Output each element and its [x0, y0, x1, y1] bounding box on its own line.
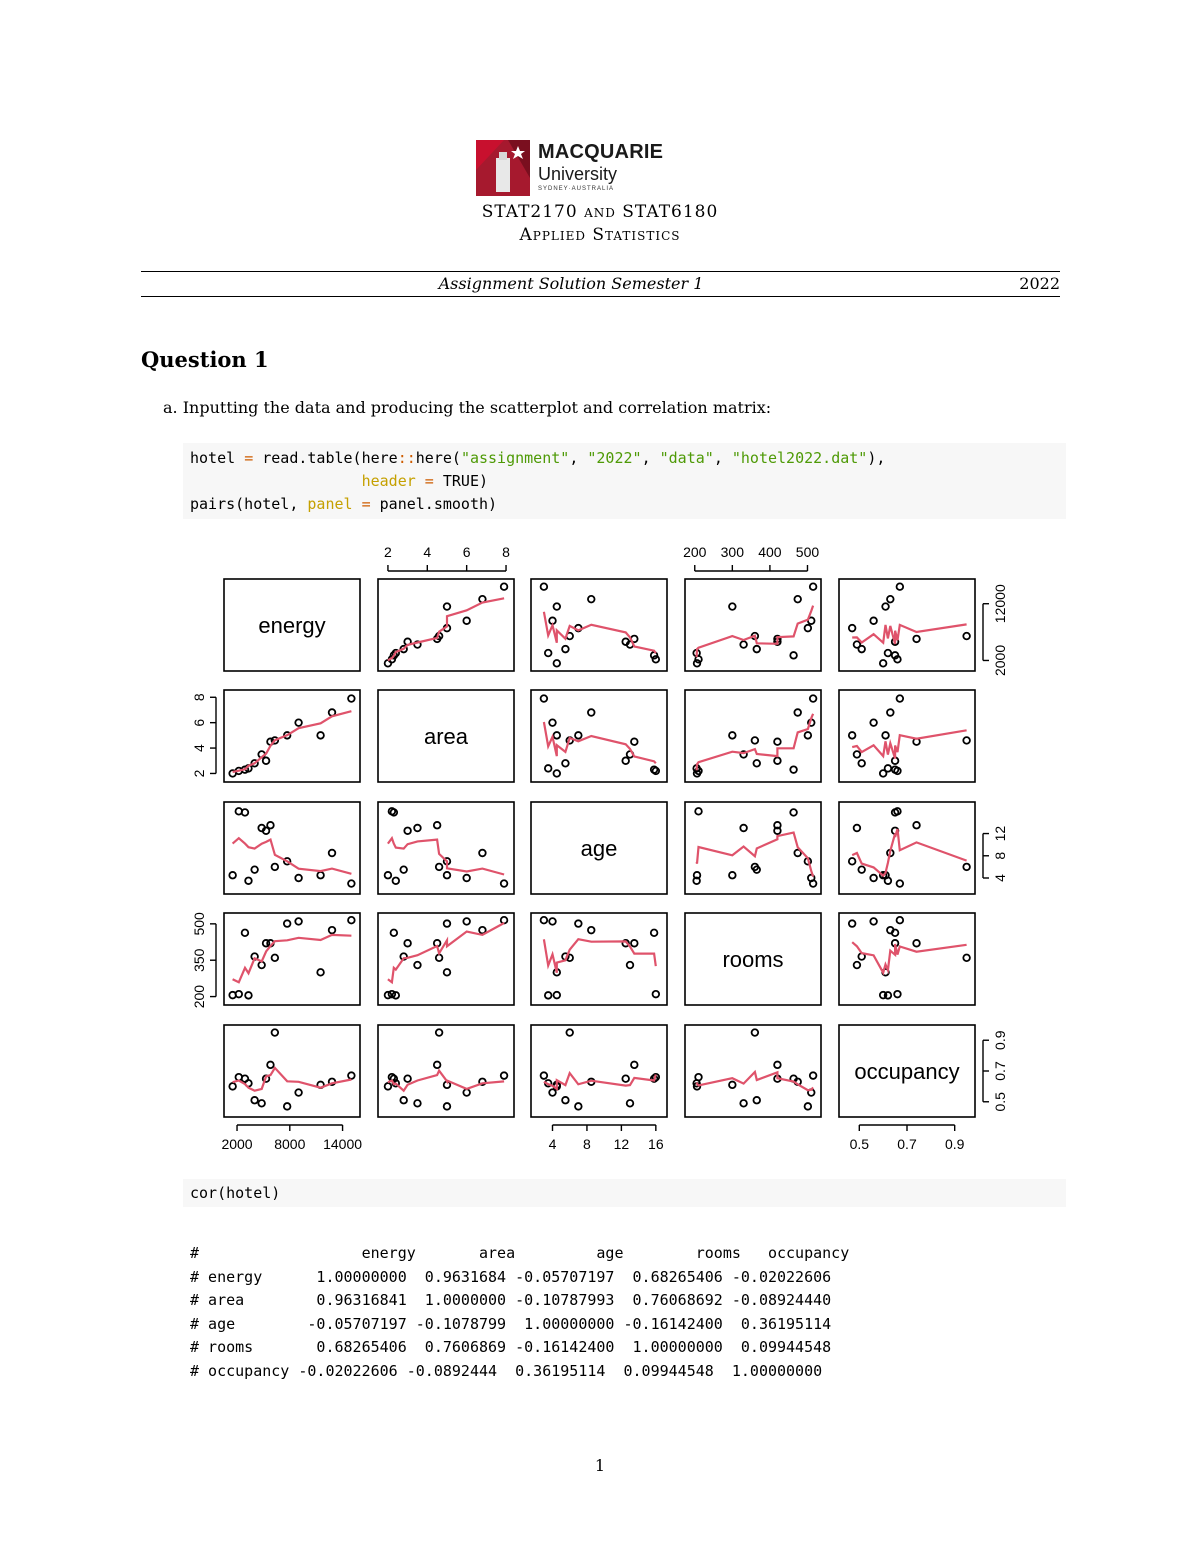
- data-point: [963, 864, 970, 871]
- logo-location: SYDNEY·AUSTRALIA: [538, 186, 615, 192]
- data-point: [631, 738, 638, 745]
- code-token: ::: [397, 449, 416, 467]
- data-point: [554, 770, 561, 777]
- data-point: [329, 927, 336, 934]
- code-token: cor(hotel): [190, 1184, 281, 1202]
- data-point: [267, 1062, 274, 1069]
- data-point: [541, 583, 548, 590]
- data-point: [880, 660, 887, 667]
- tick-label: 2000: [992, 644, 1008, 677]
- data-point: [887, 709, 894, 716]
- data-point: [794, 709, 801, 716]
- code-token: =: [352, 495, 380, 513]
- data-point: [434, 1062, 441, 1069]
- data-point: [885, 765, 892, 772]
- data-point: [849, 732, 856, 739]
- logo-university: University: [538, 164, 618, 184]
- data-point: [729, 732, 736, 739]
- tick-label: 4: [992, 874, 1008, 882]
- data-point: [729, 1082, 736, 1089]
- data-point: [588, 709, 595, 716]
- data-point: [541, 917, 548, 924]
- data-point: [805, 732, 812, 739]
- data-point: [588, 596, 595, 603]
- data-point: [753, 1097, 760, 1104]
- data-point: [272, 1029, 279, 1036]
- data-point: [566, 1029, 573, 1036]
- course-name: Applied Statistics: [519, 225, 681, 245]
- data-point: [774, 738, 781, 745]
- smooth-line: [852, 829, 966, 876]
- data-point: [753, 760, 760, 767]
- data-point: [501, 583, 508, 590]
- data-point: [251, 1097, 258, 1104]
- data-point: [554, 732, 561, 739]
- panel-frame: [685, 1025, 821, 1117]
- data-point: [414, 825, 421, 832]
- cor-row: # rooms 0.68265406 0.7606869 -0.16142400 1.00000000 0.09944548: [190, 1338, 832, 1357]
- data-point: [385, 660, 392, 667]
- data-point: [631, 1062, 638, 1069]
- data-point: [348, 917, 355, 924]
- tick-label: 8: [992, 851, 1008, 860]
- data-point: [897, 583, 904, 590]
- data-point: [854, 825, 861, 832]
- data-point: [463, 1089, 470, 1096]
- data-point: [329, 850, 336, 857]
- tick-label: 12: [613, 1136, 630, 1152]
- tick-label: 16: [648, 1136, 664, 1152]
- data-point: [400, 866, 407, 873]
- data-point: [695, 808, 702, 815]
- data-point: [913, 940, 920, 947]
- data-point: [897, 880, 904, 887]
- data-point: [245, 992, 252, 999]
- panel-label-area: area: [423, 724, 469, 749]
- data-point: [385, 1083, 392, 1090]
- data-point: [913, 636, 920, 643]
- data-point: [810, 695, 817, 702]
- data-point: [391, 930, 398, 937]
- data-point: [295, 719, 302, 726]
- data-point: [858, 760, 865, 767]
- data-point: [436, 864, 443, 871]
- page-number: 1: [594, 1456, 606, 1475]
- data-point: [251, 866, 258, 873]
- panel-frame: [685, 579, 821, 671]
- data-point: [622, 757, 629, 764]
- tick-label: 2: [191, 769, 207, 778]
- smooth-line: [852, 942, 966, 973]
- tick-label: 0.9: [992, 1030, 1008, 1050]
- data-point: [549, 918, 556, 925]
- code-token: =: [244, 449, 254, 467]
- data-point: [849, 858, 856, 865]
- data-point: [501, 917, 508, 924]
- smooth-line: [544, 612, 656, 653]
- data-point: [854, 751, 861, 758]
- data-point: [810, 583, 817, 590]
- tick-label: 8: [583, 1136, 591, 1152]
- code-token: "assignment": [460, 449, 570, 467]
- tick-label: 0.5: [849, 1136, 870, 1152]
- code-token: "hotel2022.dat": [731, 449, 868, 467]
- tick-label: 8: [191, 693, 207, 702]
- data-point: [404, 1075, 411, 1082]
- tick-label: 4: [191, 744, 207, 752]
- code-token: ,: [641, 449, 660, 467]
- tick-label: 500: [795, 544, 820, 560]
- smooth-line: [544, 722, 656, 763]
- data-point: [414, 962, 421, 969]
- data-point: [436, 1029, 443, 1036]
- code-block-cor: [183, 1179, 1066, 1207]
- data-point: [627, 962, 634, 969]
- data-point: [444, 920, 451, 927]
- data-point: [740, 825, 747, 832]
- data-point: [272, 864, 279, 871]
- data-point: [554, 660, 561, 667]
- document-title: Assignment Solution Semester 1: [438, 274, 704, 293]
- data-point: [549, 719, 556, 726]
- data-point: [272, 954, 279, 961]
- data-point: [653, 991, 660, 998]
- data-point: [545, 650, 552, 657]
- tick-label: 350: [191, 948, 207, 972]
- cor-row: # occupancy -0.02022606 -0.0892444 0.36195114 0.09944548 1.00000000: [190, 1361, 823, 1380]
- code-token: panel: [307, 495, 353, 513]
- data-point: [393, 877, 400, 884]
- smooth-line: [852, 624, 966, 644]
- tick-label: 4: [548, 1136, 557, 1152]
- tick-label: 0.7: [992, 1061, 1008, 1081]
- panel-frame: [839, 579, 975, 671]
- code-token: ,: [713, 449, 732, 467]
- data-point: [790, 766, 797, 773]
- data-point: [575, 1103, 582, 1110]
- smooth-line: [233, 711, 352, 772]
- code-token: header: [361, 472, 416, 490]
- tick-label: 200: [191, 984, 207, 1009]
- data-point: [444, 603, 451, 610]
- code-token: hotel: [190, 449, 245, 467]
- data-point: [463, 918, 470, 925]
- panel-frame: [685, 690, 821, 782]
- data-point: [897, 917, 904, 924]
- data-point: [541, 1072, 548, 1079]
- data-point: [229, 872, 236, 879]
- data-point: [549, 1089, 556, 1096]
- data-point: [805, 625, 812, 632]
- data-point: [267, 822, 274, 829]
- data-point: [463, 617, 470, 624]
- data-point: [870, 918, 877, 925]
- panel-frame: [224, 1025, 360, 1117]
- data-point: [870, 875, 877, 882]
- data-point: [885, 650, 892, 657]
- data-point: [913, 822, 920, 829]
- tick-label: 14000: [323, 1136, 363, 1152]
- code-token: ),: [867, 449, 886, 467]
- smooth-line: [544, 939, 656, 973]
- logo-name: MACQUARIE: [538, 141, 664, 163]
- data-point: [463, 875, 470, 882]
- data-point: [849, 625, 856, 632]
- tick-label: 2000: [221, 1136, 253, 1152]
- data-point: [963, 737, 970, 744]
- tick-label: 0.5: [992, 1092, 1008, 1112]
- tick-label: 200: [683, 544, 707, 560]
- data-point: [404, 827, 411, 834]
- data-point: [554, 992, 561, 999]
- tick-label: 0.9: [944, 1136, 965, 1152]
- data-point: [348, 695, 355, 702]
- tick-label: 400: [758, 544, 782, 560]
- data-point: [882, 603, 889, 610]
- data-point: [562, 646, 569, 653]
- data-point: [882, 732, 889, 739]
- data-point: [404, 940, 411, 947]
- data-point: [729, 603, 736, 610]
- data-point: [562, 1097, 569, 1104]
- panel-label-age: age: [580, 836, 618, 861]
- data-point: [436, 954, 443, 961]
- data-point: [258, 962, 265, 969]
- data-point: [729, 872, 736, 879]
- panel-label-occupancy: occupancy: [854, 1059, 960, 1084]
- tick-label: 8000: [274, 1136, 306, 1152]
- data-point: [870, 617, 877, 624]
- data-point: [545, 765, 552, 772]
- data-point: [245, 877, 252, 884]
- code-token: "2022": [587, 449, 642, 467]
- data-point: [752, 1029, 759, 1036]
- data-point: [545, 992, 552, 999]
- course-codes: STAT2170 and STAT6180: [481, 202, 719, 222]
- tick-label: 4: [423, 544, 432, 560]
- data-point: [774, 1062, 781, 1069]
- data-point: [740, 641, 747, 648]
- data-point: [284, 920, 291, 927]
- data-point: [541, 695, 548, 702]
- data-point: [897, 695, 904, 702]
- data-point: [284, 1103, 291, 1110]
- cor-row: # area 0.96316841 1.0000000 -0.10787993 0.76068692 -0.08924440: [190, 1291, 832, 1310]
- code-token: TRUE): [442, 472, 489, 490]
- smooth-line: [852, 730, 966, 758]
- data-point: [317, 969, 324, 976]
- data-point: [444, 1103, 451, 1110]
- tick-label: 6: [191, 718, 207, 727]
- data-point: [348, 1072, 355, 1079]
- tick-label: 6: [462, 544, 471, 560]
- data-point: [385, 872, 392, 879]
- question-part-a: a. Inputting the data and producing the scatterplot and correlation matrix:: [163, 398, 772, 417]
- tick-label: 12: [992, 825, 1008, 842]
- data-point: [348, 880, 355, 887]
- panel-label-energy: energy: [258, 613, 326, 638]
- data-point: [444, 969, 451, 976]
- data-point: [854, 962, 861, 969]
- data-point: [963, 633, 970, 640]
- data-point: [790, 809, 797, 816]
- data-point: [894, 991, 901, 998]
- panel-frame: [224, 913, 360, 1005]
- data-point: [554, 603, 561, 610]
- smooth-line: [697, 606, 814, 658]
- code-token: read.table(here: [253, 449, 398, 467]
- code-token: =: [415, 472, 443, 490]
- tick-label: 500: [191, 912, 207, 936]
- data-point: [317, 732, 324, 739]
- data-point: [870, 719, 877, 726]
- data-point: [229, 1083, 236, 1090]
- cor-header-row: # energy area age rooms occupancy: [190, 1244, 850, 1262]
- document-year: 2022: [1019, 274, 1060, 293]
- data-point: [575, 920, 582, 927]
- smooth-line: [233, 935, 352, 982]
- data-point: [501, 1072, 508, 1079]
- data-point: [849, 920, 856, 927]
- cor-row: # age -0.05707197 -0.1078799 1.00000000 -0.16142400 0.36195114: [190, 1314, 832, 1333]
- data-point: [258, 1100, 265, 1107]
- data-point: [479, 850, 486, 857]
- data-point: [562, 760, 569, 767]
- data-point: [858, 866, 865, 873]
- panel-label-rooms: rooms: [722, 947, 784, 972]
- data-point: [263, 757, 270, 764]
- data-point: [627, 1100, 634, 1107]
- data-point: [242, 930, 249, 937]
- data-point: [414, 1100, 421, 1107]
- data-point: [575, 732, 582, 739]
- data-point: [854, 641, 861, 648]
- data-point: [810, 1072, 817, 1079]
- data-point: [740, 1100, 747, 1107]
- data-point: [295, 875, 302, 882]
- correlation-output: [190, 1242, 849, 1384]
- data-point: [774, 757, 781, 764]
- data-point: [631, 940, 638, 947]
- smooth-line: [388, 838, 504, 874]
- code-token: panel.smooth): [379, 495, 498, 513]
- data-point: [295, 918, 302, 925]
- code-token: here(: [415, 449, 461, 467]
- panel-frame: [531, 1025, 667, 1117]
- data-point: [295, 1089, 302, 1096]
- data-point: [434, 822, 441, 829]
- tick-label: 300: [720, 544, 745, 560]
- data-point: [805, 1103, 812, 1110]
- data-point: [501, 880, 508, 887]
- code-token: pairs(hotel,: [190, 495, 308, 513]
- tick-label: 2: [384, 544, 392, 560]
- data-point: [622, 1075, 629, 1082]
- code-token: "data": [659, 449, 714, 467]
- tick-label: 8: [502, 544, 510, 560]
- data-point: [963, 954, 970, 961]
- tick-label: 0.7: [897, 1136, 917, 1152]
- smooth-line: [388, 923, 504, 982]
- cor-row: # energy 1.00000000 0.9631684 -0.05707197 0.68265406 -0.02022606: [190, 1267, 832, 1286]
- data-point: [753, 646, 760, 653]
- data-point: [887, 596, 894, 603]
- data-point: [317, 872, 324, 879]
- data-point: [651, 930, 658, 937]
- data-point: [790, 652, 797, 659]
- data-point: [588, 927, 595, 934]
- data-point: [444, 872, 451, 879]
- data-point: [400, 1097, 407, 1104]
- tick-label: 12000: [992, 584, 1008, 624]
- question-title: Question 1: [141, 347, 269, 372]
- data-point: [752, 737, 759, 744]
- code-token: ,: [569, 449, 588, 467]
- data-point: [794, 596, 801, 603]
